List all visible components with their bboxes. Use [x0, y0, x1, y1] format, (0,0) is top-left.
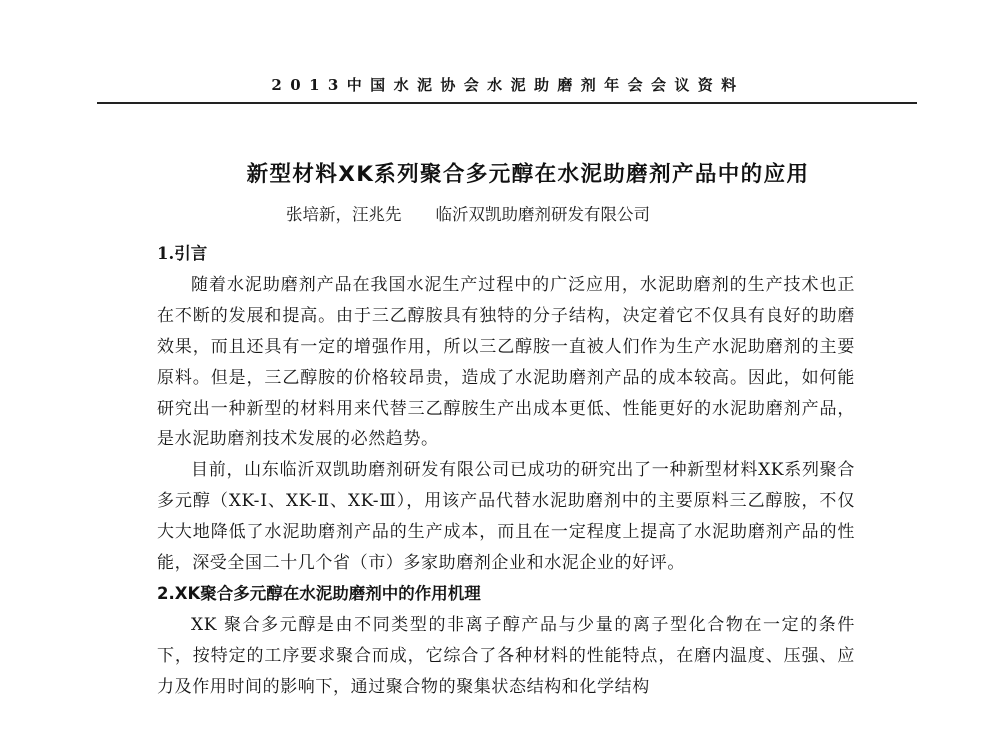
authors: 张培新，汪兆先 — [286, 205, 402, 224]
section-heading-mechanism: 2.XK聚合多元醇在水泥助磨剂中的作用机理 — [157, 583, 481, 603]
body-text — [157, 239, 855, 703]
header-rule — [97, 102, 917, 104]
paragraph: 随着水泥助磨剂产品在我国水泥生产过程中的广泛应用，水泥助磨剂的生产技术也正在不断的发展和提高。由于三乙醇胺具有独特的分子结构，决定着它不仅具有良好的助磨效果，而且还具有一定的增强作用，所以三乙醇胺一直被人们作为生产水泥助磨剂的主要原料。但是，三乙醇胺的价格较昂贵，造成了水泥助磨剂产品的成本较高。因此，如何能研究出一种新型的材料用来代替三乙醇胺生产出成本更低、性能更好的水泥助磨剂产品，是水泥助磨剂技术发展的必然趋势。 — [157, 274, 855, 450]
article-title: 新型材料XK系列聚合多元醇在水泥助磨剂产品中的应用 — [246, 162, 810, 188]
running-header: 2013中国水泥协会水泥助磨剂年会会议资料 — [271, 76, 745, 94]
paragraph: 目前，山东临沂双凯助磨剂研发有限公司已成功的研究出了一种新型材料XK系列聚合多元醇（XK-Ⅰ、XK-Ⅱ、XK-Ⅲ），用该产品代替水泥助磨剂中的主要原料三乙醇胺，不仅大大地降低了水泥助磨剂产品的生产成本，而且在一定程度上提高了水泥助磨剂产品的性能，深受全国二十几个省（市）多家助磨剂企业和水泥企业的好评。 — [157, 460, 855, 574]
affiliation: 临沂双凯助磨剂研发有限公司 — [435, 205, 650, 224]
paragraph: XK 聚合多元醇是由不同类型的非离子醇产品与少量的离子型化合物在一定的条件下，按特定的工序要求聚合而成，它综合了各种材料的性能特点，在磨内温度、压强、应力及作用时间的影响下，通过聚合物的聚集状态结构和化学结构 — [157, 614, 855, 697]
byline — [286, 201, 650, 225]
section-heading-introduction: 1.引言 — [157, 244, 208, 263]
